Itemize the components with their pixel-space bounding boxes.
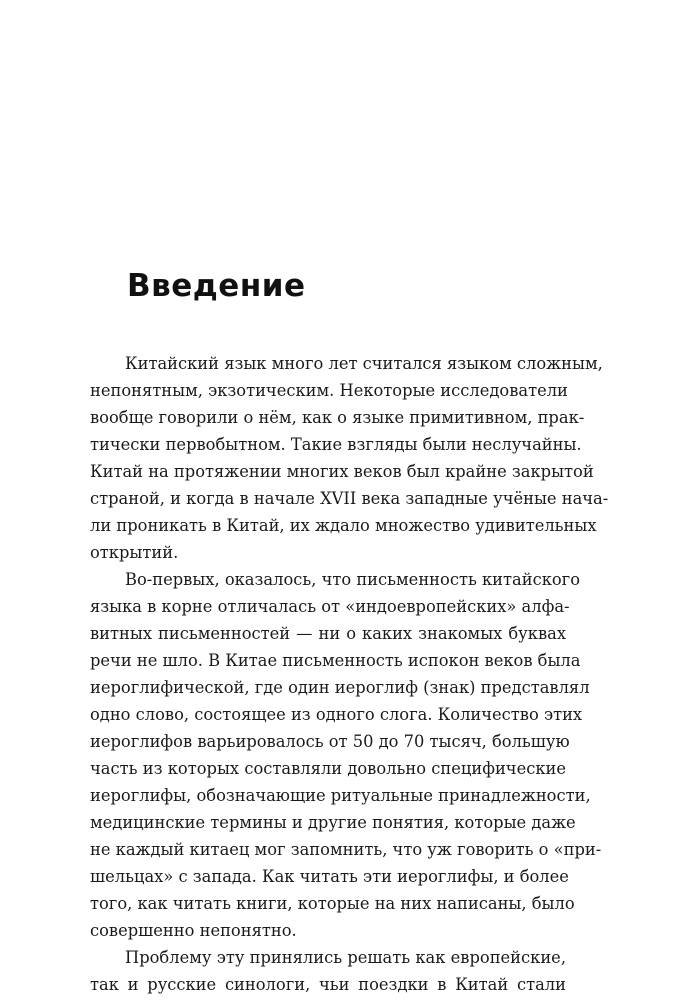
body-text — [90, 350, 609, 998]
paragraph-2-line-13: того, как читать книги, которые на них написаны, было — [90, 894, 575, 913]
paragraph-2-line-2: языка в корне отличалась от «индоевропейских» алфа- — [90, 597, 570, 616]
paragraph-1-line-7: ли проникать в Китай, их ждало множество удивительных — [90, 516, 597, 535]
paragraph-3-line-1: Проблему эту принялись решать как европейские, — [125, 948, 566, 967]
paragraph-1-line-5: Китай на протяжении многих веков был крайне закрытой — [90, 462, 594, 481]
paragraph-1-line-8: открытий. — [90, 543, 179, 562]
paragraph-1-line-4: тически первобытном. Такие взгляды были неслучайны. — [90, 435, 582, 454]
paragraph-2-line-12: шельцах» с запада. Как читать эти иероглифы, и более — [90, 867, 569, 886]
paragraph-2-line-6: одно слово, состоящее из одного слога. Количество этих — [90, 705, 583, 724]
paragraph-2-line-14: совершенно непонятно. — [90, 921, 297, 940]
paragraph-2-line-11: не каждый китаец мог запомнить, что уж говорить о «при- — [90, 840, 602, 859]
paragraph-3-line-2: так и русские синологи, чьи поездки в Китай стали — [90, 975, 566, 994]
paragraph-2-line-1: Во-первых, оказалось, что письменность китайского — [125, 570, 581, 589]
chapter-title: Введение — [127, 268, 306, 304]
paragraph-1-line-2: непонятным, экзотическим. Некоторые исследователи — [90, 381, 568, 400]
paragraph-2-line-5: иероглифической, где один иероглиф (знак) представлял — [90, 678, 590, 697]
paragraph-2-line-3: витных письменностей — ни о каких знакомых буквах — [90, 624, 566, 643]
paragraph-1-line-3: вообще говорили о нём, как о языке примитивном, прак- — [90, 408, 585, 427]
paragraph-2-line-9: иероглифы, обозначающие ритуальные принадлежности, — [90, 786, 591, 805]
paragraph-2-line-7: иероглифов варьировалось от 50 до 70 тысяч, большую — [90, 732, 570, 751]
paragraph-2-line-8: часть из которых составляли довольно специфические — [90, 759, 566, 778]
paragraph-1-line-6: страной, и когда в начале XVII века западные учёные нача- — [90, 489, 609, 508]
paragraph-1-line-1: Китайский язык много лет считался языком сложным, — [125, 354, 603, 373]
paragraph-2-line-10: медицинские термины и другие понятия, которые даже — [90, 813, 576, 832]
paragraph-2-line-4: речи не шло. В Китае письменность испокон веков была — [90, 651, 581, 670]
